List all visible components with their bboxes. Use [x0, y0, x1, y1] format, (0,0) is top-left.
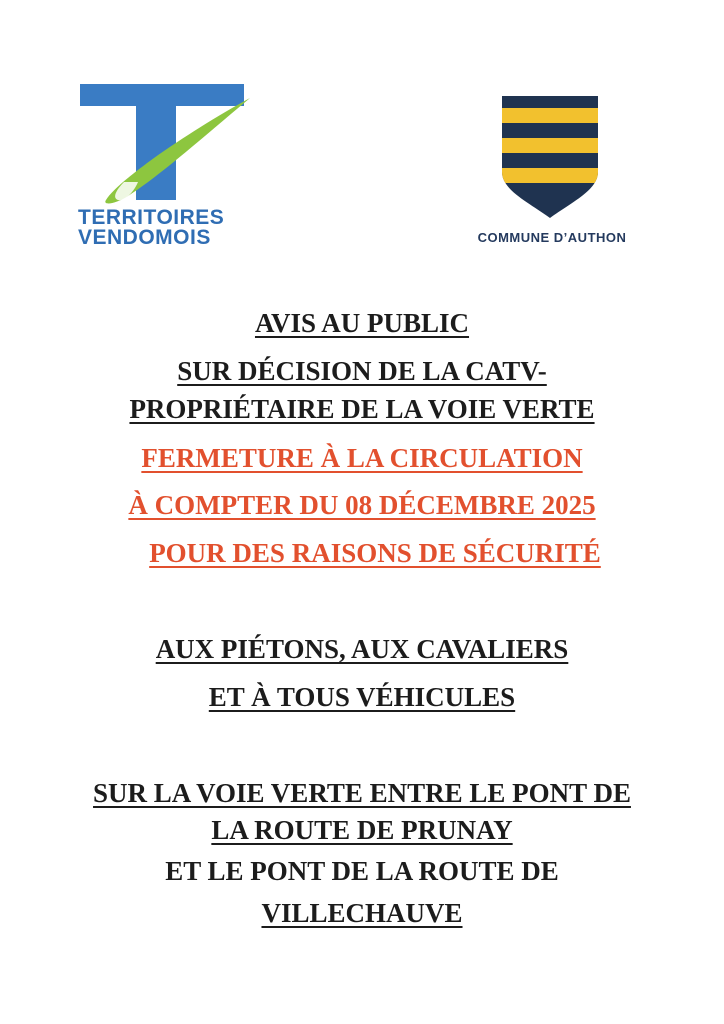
coat-of-arms-icon	[500, 94, 600, 220]
commune-name: COMMUNE D’AUTHON	[477, 230, 627, 245]
location-line-2: LA ROUTE DE PRUNAY	[211, 815, 513, 845]
closure-reason-line: POUR DES RAISONS DE SÉCURITÉ	[149, 538, 601, 568]
territoires-logo-text: TERRITOIRES	[78, 206, 225, 229]
users-line-1: AUX PIÉTONS, AUX CAVALIERS	[155, 634, 569, 664]
territoires-vendomois-logo-icon	[72, 78, 262, 208]
closure-line-1: FERMETURE À LA CIRCULATION	[141, 443, 583, 473]
notice-title: AVIS AU PUBLIC	[254, 308, 470, 338]
commune-authon-logo	[462, 94, 642, 254]
decision-line-1: SUR DÉCISION DE LA CATV-	[177, 356, 547, 386]
decision-line-2: PROPRIÉTAIRE DE LA VOIE VERTE	[129, 394, 595, 424]
closure-date-line: À COMPTER DU 08 DÉCEMBRE 2025	[128, 490, 596, 520]
territoires-vendomois-logo	[72, 78, 262, 253]
location-line-1: SUR LA VOIE VERTE ENTRE LE PONT DE	[93, 778, 631, 808]
vendomois-logo-text: VENDOMOIS	[78, 226, 211, 249]
location-line-3: ET LE PONT DE LA ROUTE DE	[165, 856, 559, 886]
users-line-2: ET À TOUS VÉHICULES	[208, 682, 516, 712]
location-line-4: VILLECHAUVE	[261, 898, 463, 928]
